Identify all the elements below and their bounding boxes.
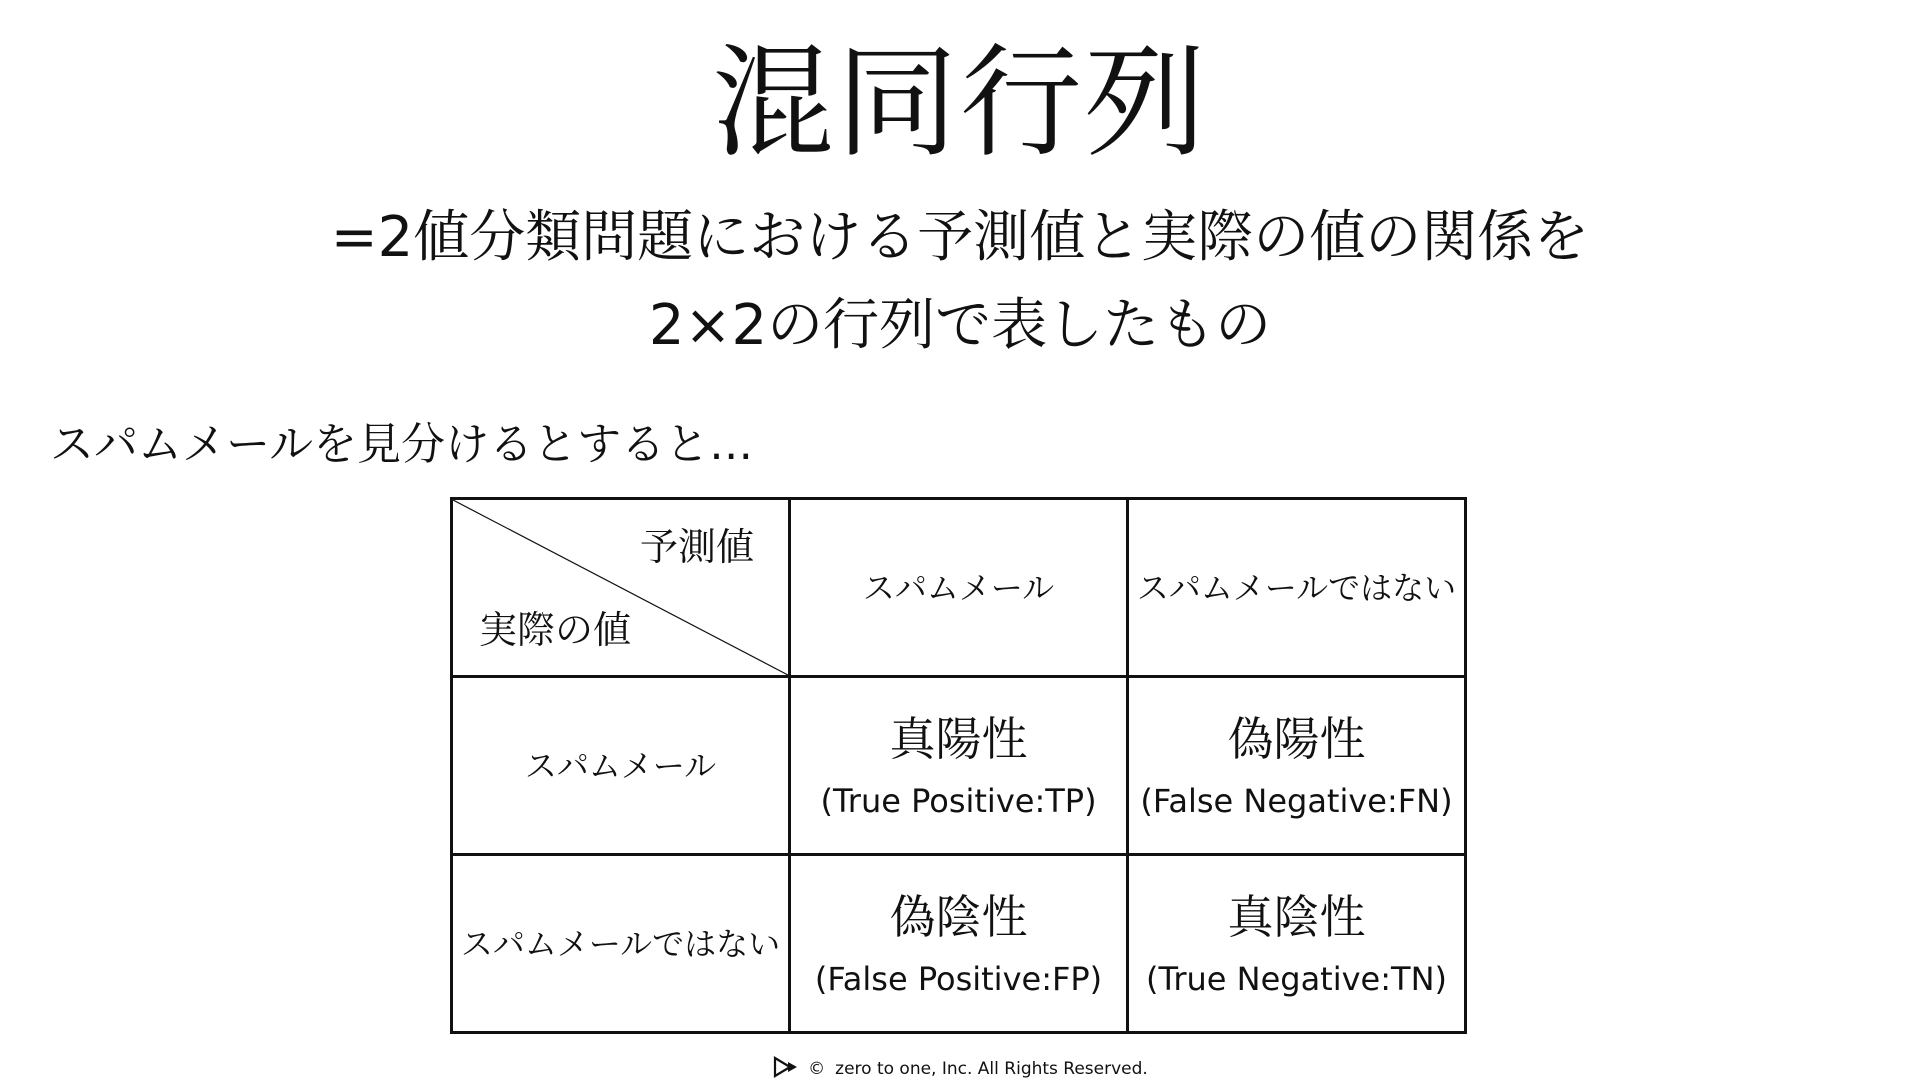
corner-predicted-label: 予測値 (639, 525, 754, 569)
slide-subtitle-line2: 2×2の行列で表したもの (648, 293, 1272, 358)
cell-term: 真陽性 (889, 711, 1028, 766)
row-header-spam: スパムメール (452, 677, 790, 855)
row-header-not-spam: スパムメールではない (452, 855, 790, 1033)
slide-title: 混同行列 (712, 32, 1208, 174)
corner-actual-label: 実際の値 (479, 608, 632, 652)
cell-term: 真陰性 (1227, 889, 1366, 944)
cell-english: (False Negative:FN) (1140, 781, 1453, 820)
cell-english: (True Positive:TP) (820, 781, 1097, 820)
footer (0, 1058, 1920, 1080)
matrix-row-not-spam (452, 855, 1466, 1033)
cell-term: 偽陽性 (1227, 711, 1366, 766)
cell-false-negative (1128, 677, 1466, 855)
col-header-spam: スパムメール (790, 499, 1128, 677)
col-header-not-spam: スパムメールではない (1128, 499, 1466, 677)
matrix-row-spam (452, 677, 1466, 855)
cell-true-negative (1128, 855, 1466, 1033)
cell-false-positive (790, 855, 1128, 1033)
footer-text: zero to one, Inc. All Rights Reserved. (835, 1059, 1148, 1079)
cell-english: (True Negative:TN) (1146, 959, 1447, 998)
copyright-symbol: © (808, 1059, 826, 1079)
slide-subtitle-line1: =2値分類問題における予測値と実際の値の関係を (330, 205, 1590, 270)
play-logo-icon (772, 1056, 802, 1083)
cell-english: (False Positive:FP) (814, 959, 1103, 998)
cell-true-positive (790, 677, 1128, 855)
cell-term: 偽陰性 (889, 889, 1028, 944)
matrix-corner-cell (452, 499, 790, 677)
lead-text: スパムメールを見分けるとすると… (50, 419, 754, 470)
confusion-matrix-table (450, 497, 1467, 1034)
matrix-header-row (452, 499, 1466, 677)
